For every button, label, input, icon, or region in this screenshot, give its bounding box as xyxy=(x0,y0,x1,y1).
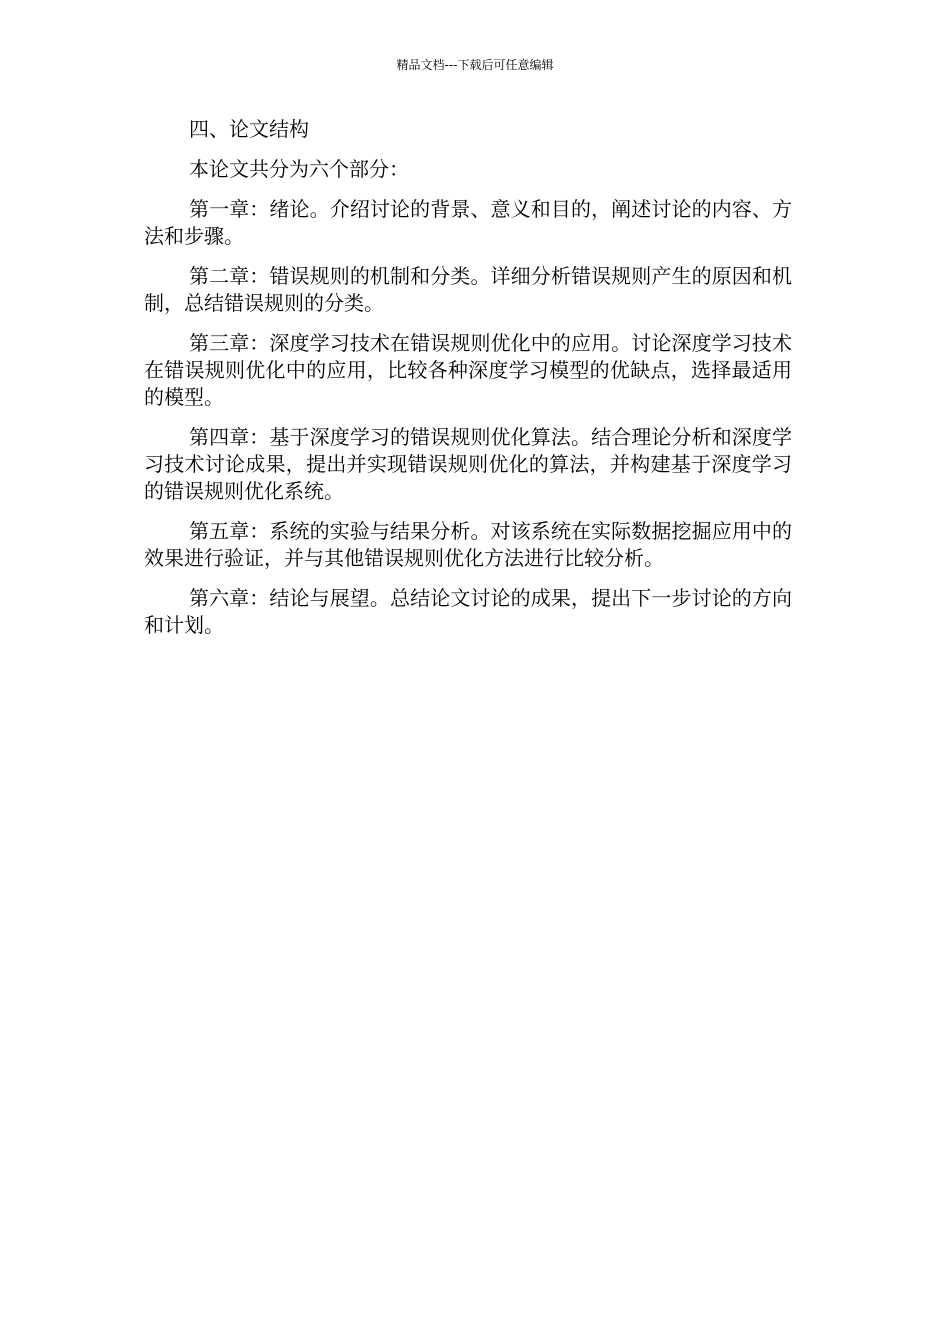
section-title: 四、论文结构 xyxy=(189,117,309,141)
chapter-4-paragraph: 第四章：基于深度学习的错误规则优化算法。结合理论分析和深度学习技术讨论成果，提出并实现错误规则优化的算法，并构建基于深度学习的错误规则优化系统。 xyxy=(144,425,792,503)
chapter-1-paragraph: 第一章：绪论。介绍讨论的背景、意义和目的，阐述讨论的内容、方法和步骤。 xyxy=(144,197,792,248)
chapter-6-paragraph: 第六章：结论与展望。总结论文讨论的成果，提出下一步讨论的方向和计划。 xyxy=(144,586,792,637)
intro-paragraph: 本论文共分为六个部分： xyxy=(189,157,409,181)
chapter-3-paragraph: 第三章：深度学习技术在错误规则优化中的应用。讨论深度学习技术在错误规则优化中的应用，比较各种深度学习模型的优缺点，选择最适用的模型。 xyxy=(144,331,792,409)
chapter-2-paragraph: 第二章：错误规则的机制和分类。详细分析错误规则产生的原因和机制，总结错误规则的分类。 xyxy=(144,264,792,315)
header-note: 精品文档---下载后可任意编辑 xyxy=(396,58,554,72)
document-body xyxy=(144,116,792,652)
chapter-5-paragraph: 第五章：系统的实验与结果分析。对该系统在实际数据挖掘应用中的效果进行验证，并与其他错误规则优化方法进行比较分析。 xyxy=(144,519,792,570)
